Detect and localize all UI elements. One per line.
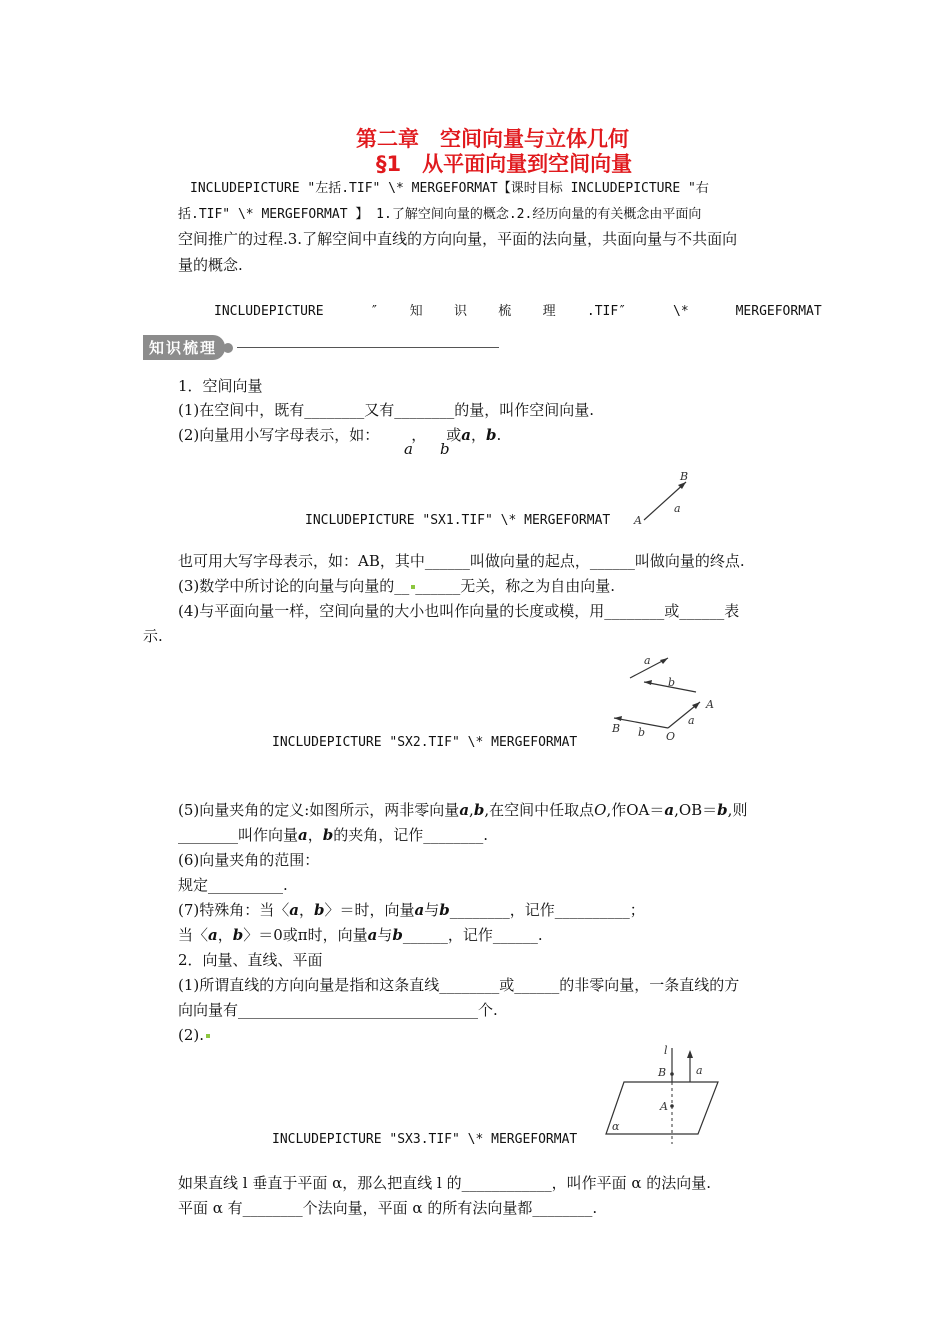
- sx2-include: INCLUDEPICTURE "SX2.TIF" \* MERGEFORMAT: [272, 735, 578, 750]
- para-6-line2: ________叫作向量a，b的夹角，记作________.: [178, 826, 489, 844]
- badge-dot-icon: [223, 343, 233, 353]
- para-5b: 示.: [143, 627, 163, 645]
- svg-text:B: B: [658, 1066, 667, 1079]
- para-8: 规定__________.: [178, 876, 288, 894]
- para-4: (3)数学中所讨论的向量与向量的__ ______无关，称之为自由向量.: [178, 577, 616, 595]
- objectives-line-2: 括.TIF" \* MERGEFORMAT 】 1.了解空间向量的概念.2.经历向量的有关概念由平面向: [178, 207, 702, 222]
- objectives-line-3: 空间推广的过程.3.了解空间中直线的方向向量，平面的法向量，共面向量与不共面向: [178, 230, 738, 248]
- para-9: (7)特殊角：当〈a，b〉＝时，向量a与b________，记作__________；: [178, 901, 645, 919]
- section-2-title: 2．向量、直线、平面: [178, 951, 323, 969]
- section-title: §1 从平面向量到空间向量: [376, 152, 633, 176]
- svg-text:a: a: [644, 654, 651, 667]
- svg-text:b: b: [668, 676, 676, 689]
- sx2-figure: [608, 648, 723, 743]
- para-6: (5)向量夹角的定义:如图所示，两非零向量a,b,在空间中任取点O,作OA＝a,OB＝b,则: [178, 801, 748, 819]
- sx3-include: INCLUDEPICTURE "SX3.TIF" \* MERGEFORMAT: [272, 1132, 578, 1147]
- chapter-title: 第二章 空间向量与立体几何: [356, 127, 629, 151]
- para-14: 平面 α 有________个法向量，平面 α 的所有法向量都________.: [178, 1199, 598, 1217]
- svg-text:O: O: [666, 730, 676, 743]
- sx1-label-a: a: [674, 502, 681, 515]
- svg-text:l: l: [664, 1044, 668, 1057]
- mark-dot-icon-2: [206, 1034, 210, 1038]
- objectives-line-4: 量的概念.: [178, 256, 243, 274]
- svg-text:a: a: [688, 714, 695, 727]
- svg-text:A: A: [660, 1100, 668, 1113]
- objectives-line-1: INCLUDEPICTURE "左括.TIF" \* MERGEFORMAT【课时目标 INCLUDEPICTURE "右: [190, 181, 709, 196]
- sx1-label-A: A: [634, 514, 642, 527]
- svg-text:α: α: [612, 1120, 620, 1133]
- para-1: (1)在空间中，既有________又有________的量，叫作空间向量.: [178, 401, 595, 419]
- knowledge-badge: 知识梳理: [143, 335, 225, 360]
- sx1-include: INCLUDEPICTURE "SX1.TIF" \* MERGEFORMAT: [305, 513, 611, 528]
- knowledge-header: [143, 335, 499, 360]
- sx3-figure: [604, 1044, 724, 1154]
- inline-var-a: a: [404, 440, 413, 458]
- knowledge-include-line: INCLUDEPICTURE ″ 知 识 梳 理 .TIF″ \* MERGEFORMAT: [214, 304, 822, 319]
- para-7: (6)向量夹角的范围：: [178, 851, 320, 869]
- section-1-title: 1．空间向量: [178, 377, 263, 395]
- svg-text:b: b: [638, 726, 646, 739]
- sx1-figure: [632, 468, 702, 528]
- para-5a: (4)与平面向量一样，空间向量的大小也叫作向量的长度或模，用________或______表: [178, 602, 740, 620]
- inline-var-b: b: [440, 440, 450, 458]
- para-11a: (1)所谓直线的方向向量是指和这条直线________或______的非零向量，一条直线的方: [178, 976, 740, 994]
- para-11b: 向向量有________________________________个.: [178, 1001, 498, 1019]
- svg-text:B: B: [612, 722, 621, 735]
- para-2: (2)向量用小写字母表示，如： ， 或a，b.: [178, 426, 502, 444]
- para-10: 当〈a，b〉＝0或π时，向量a与b______，记作______.: [178, 926, 543, 944]
- svg-text:A: A: [706, 698, 714, 711]
- para-3: 也可用大写字母表示，如：AB，其中______叫做向量的起点，______叫做向量的终点.: [178, 552, 745, 570]
- para-13: 如果直线 l 垂直于平面 α，那么把直线 l 的____________，叫作平面 α 的法向量.: [178, 1174, 712, 1192]
- sx1-label-B: B: [680, 470, 689, 483]
- para-12: (2).: [178, 1023, 210, 1047]
- section-rule: [237, 347, 499, 348]
- svg-text:a: a: [696, 1064, 703, 1077]
